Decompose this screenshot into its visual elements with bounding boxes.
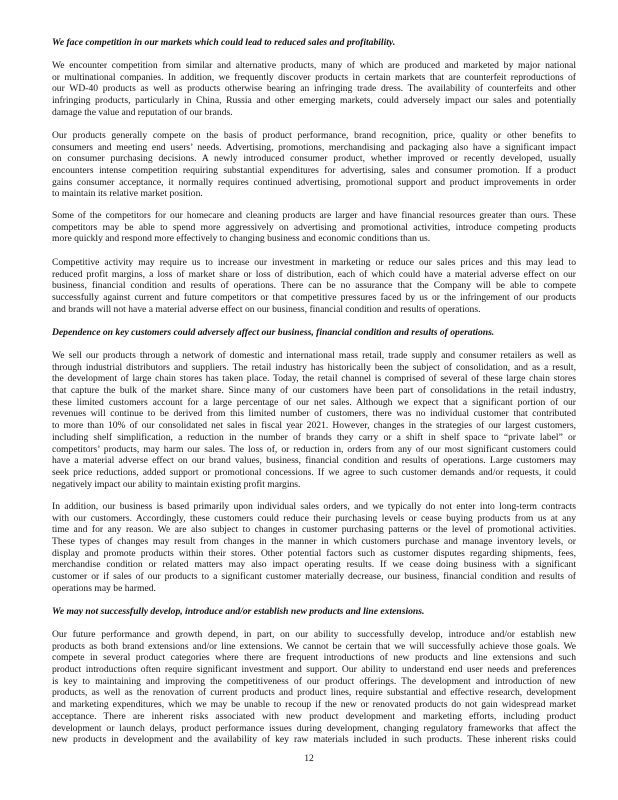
- text-line: revenues will continue to be derived from this limited number of customers, there was no individual customer that contributed: [52, 408, 576, 420]
- text-line: competitors’ products, may harm our sales. The loss of, or reduction in, orders from any of our most significant customers could: [52, 443, 576, 455]
- text-line: reduced profit margins, a loss of market share or loss of distribution, each of which could have a material adverse effect on our: [52, 268, 576, 280]
- text-line: business, financial condition and results of operations. There can be no assurance that the Company will be able to compete: [52, 280, 576, 292]
- page-number: 12: [304, 753, 314, 764]
- paragraph: [52, 60, 576, 118]
- paragraph: [52, 350, 576, 490]
- text-line: Our products generally compete on the basis of product performance, brand recognition, price, quality or other benefits to: [52, 130, 576, 141]
- text-line: or multinational companies. In addition, we frequently discover products in certain markets that are counterfeit reproductions of: [52, 71, 576, 83]
- text-line: We face competition in our markets which could lead to reduced sales and profitability.: [52, 37, 396, 48]
- text-line: new products in development and the availability of key raw materials included in such products. These inherent risks could: [52, 734, 576, 746]
- text-line: merchandise condition or related matters may also impact operating results. If we cease doing business with a significant: [52, 559, 576, 571]
- text-line: display and promote products within their stores. Other potential factors such as customer disputes regarding shipments, fees,: [52, 547, 576, 559]
- text-line: have a material adverse effect on our brand values, business, financial condition and results of operations. Large customers may: [52, 455, 576, 467]
- text-line: infringing products, particularly in China, Russia and other emerging markets, could adversely impact our sales and potentially: [52, 95, 576, 107]
- text-line: Dependence on key customers could adversely affect our business, financial condition and results of operations.: [52, 327, 495, 338]
- section-heading: [52, 327, 576, 339]
- paragraph: [52, 629, 576, 746]
- text-line: gains consumer acceptance, it normally requires continued advertising, promotional support and product improvements in order: [52, 176, 576, 188]
- text-line: time and for any reason. We are also subject to changes in customer purchasing patterns or the level of promotional activities.: [52, 524, 576, 536]
- text-line: with our customers. Accordingly, these customers could reduce their purchasing levels or cease buying products from us at any: [52, 512, 576, 524]
- text-line: successfully against current and future competitors or that competitive pressures faced by us or the infringement of our products: [52, 292, 576, 304]
- text-line: We sell our products through a network of domestic and international mass retail, trade supply and consumer retailers as well as: [52, 350, 576, 361]
- text-line: In addition, our business is based primarily upon individual sales orders, and we typically do not enter into long-term contracts: [52, 501, 576, 512]
- text-line: damage the value and reputation of our brands.: [52, 106, 233, 118]
- text-line: Competitive activity may require us to increase our investment in marketing or reduce our sales prices and this may lead to: [52, 257, 576, 268]
- text-line: is key to maintaining and improving the competitiveness of our product offerings. The development and introduction of new: [52, 675, 576, 687]
- text-line: product introductions often require significant investment and support. Our ability to understand end user needs and preferences: [52, 664, 576, 676]
- text-line: These types of changes may result from changes in the manner in which customers purchase and manage inventory levels, or: [52, 536, 576, 548]
- text-line: on consumer purchasing decisions. A newly introduced consumer product, whether improved or recently developed, usually: [52, 153, 576, 165]
- text-line: Our future performance and growth depend, in part, on our ability to successfully develop, introduce and/or establish new: [52, 629, 576, 640]
- text-line: operations may be harmed.: [52, 582, 156, 594]
- text-line: through industrial distributors and suppliers. The retail industry has historically been the subject of consolidation, and as a result,: [52, 361, 576, 373]
- text-line: to maintain its relative market position.: [52, 188, 203, 200]
- text-line: including shelf simplification, a reduction in the number of brands they carry or a shift in shelf space to “private label” or: [52, 431, 576, 443]
- text-line: and marketing expenditures, which we may be unable to recoup if the new or renovated products do not gain widespread market: [52, 699, 576, 711]
- text-line: encounters intense competition requiring substantial expenditures for advertising, sales and consumer promotion. If a product: [52, 165, 576, 177]
- text-line: negatively impact our ability to maintain existing profit margins.: [52, 478, 301, 490]
- paragraph: [52, 130, 576, 200]
- text-line: these limited customers account for a large percentage of our net sales. Although we expect that a significant portion of our: [52, 396, 576, 408]
- paragraph: [52, 210, 576, 245]
- text-line: the development of large chain stores has taken place. Today, the retail channel is comprised of several of these large chain stores: [52, 373, 576, 385]
- text-line: and brands will not have a material adverse effect on our business, financial condition and results of operations.: [52, 303, 481, 315]
- text-line: seek price reductions, added support or promotional concessions. If we agree to such customer demands and/or requests, it could: [52, 466, 576, 478]
- text-line: products, as well as the renovation of current products and product lines, require substantial and effective research, development: [52, 687, 576, 699]
- section-heading: [52, 37, 576, 49]
- text-line: compete in several product categories where there are frequent introductions of new products and line extensions and such: [52, 652, 576, 664]
- text-line: Some of the competitors for our homecare and cleaning products are larger and have financial resources greater than ours. These: [52, 210, 576, 221]
- paragraph: [52, 257, 576, 315]
- text-line: our WD-40 products as well as products otherwise bearing an infringing trade dress. The availability of counterfeits and other: [52, 83, 576, 95]
- text-line: acceptance. There are inherent risks associated with new product development and marketing efforts, including product: [52, 710, 576, 722]
- text-line: consumers and meeting end users’ needs. Advertising, promotions, merchandising and packaging also have a significant impact: [52, 141, 576, 153]
- paragraph: [52, 501, 576, 595]
- text-line: to more than 10% of our consolidated net sales in fiscal year 2021. However, changes in the strategies of our largest customers,: [52, 420, 576, 432]
- text-line: development or launch delays, product performance issues during development, changing regulatory frameworks that affect the: [52, 722, 576, 734]
- text-line: We may not successfully develop, introduce and/or establish new products and line extensions.: [52, 606, 425, 617]
- text-line: We encounter competition from similar and alternative products, many of which are produced and marketed by major national: [52, 60, 576, 71]
- text-line: competitors may be able to spend more aggressively on advertising and promotional activities, introduce competing products: [52, 221, 576, 233]
- text-line: customer or if sales of our products to a significant customer materially decrease, our business, financial condition and results of: [52, 571, 576, 583]
- text-line: products as both brand extensions and/or line extensions. We cannot be certain that we will successfully achieve those goals. We: [52, 640, 576, 652]
- section-heading: [52, 606, 576, 618]
- text-line: that capture the bulk of the market share. Since many of our customers have been part of consolidations in the retail industry,: [52, 385, 576, 397]
- text-line: more quickly and respond more effectively to changing business and economic conditions than us.: [52, 233, 431, 245]
